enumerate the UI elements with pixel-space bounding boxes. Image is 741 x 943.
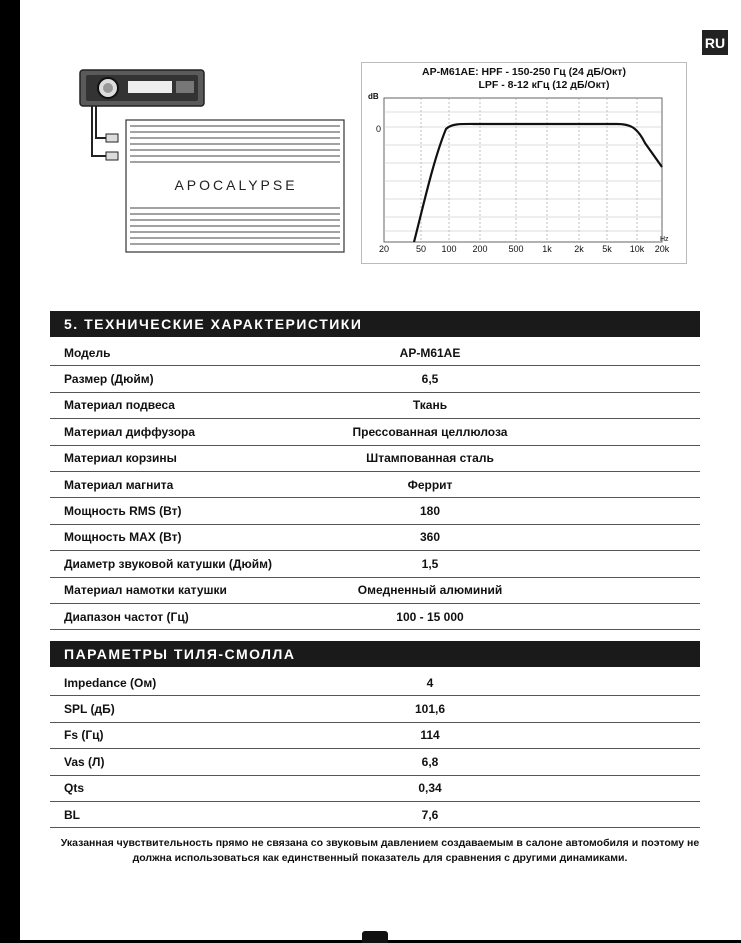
row-label: Мощность RMS (Вт) bbox=[64, 504, 182, 519]
row-label: Материал подвеса bbox=[64, 398, 175, 413]
x-tick-label: 5k bbox=[602, 244, 612, 254]
table-row bbox=[50, 696, 700, 722]
table-row bbox=[50, 472, 700, 498]
table-row bbox=[50, 670, 700, 696]
row-label: Диапазон частот (Гц) bbox=[64, 609, 189, 624]
table-row bbox=[50, 340, 700, 366]
frequency-response-graph bbox=[361, 62, 687, 264]
row-label: Размер (Дюйм) bbox=[64, 372, 154, 387]
table-row bbox=[50, 723, 700, 749]
x-tick-label: 200 bbox=[472, 244, 488, 254]
x-tick-label: 1k bbox=[542, 244, 552, 254]
footnote: Указанная чувствительность прямо не связана со звуковым давлением создаваемым в салоне автомобиля и поэтому не должна использоваться как единственный показатель для сравнения с другими динамиками. bbox=[60, 837, 700, 864]
x-tick-label: 2k bbox=[574, 244, 584, 254]
row-value: 4 bbox=[426, 675, 434, 690]
y-zero-label: 0 bbox=[376, 124, 382, 134]
row-value: 114 bbox=[420, 728, 440, 743]
row-label: Материал магнита bbox=[64, 477, 174, 492]
row-value: AP-M61AE bbox=[399, 345, 461, 360]
x-tick-label: 20 bbox=[378, 244, 390, 254]
row-label: Материал диффузора bbox=[64, 424, 196, 439]
x-tick-label: 10k bbox=[629, 244, 645, 254]
table-row bbox=[50, 776, 700, 802]
response-curve bbox=[414, 124, 662, 242]
specs-heading: 5. ТЕХНИЧЕСКИЕ ХАРАКТЕРИСТИКИ bbox=[50, 311, 700, 337]
x-tick-label: 20k bbox=[654, 244, 670, 254]
row-value: Прессованная целлюлоза bbox=[352, 424, 508, 439]
row-value: 0,34 bbox=[418, 781, 442, 796]
row-value: Феррит bbox=[407, 477, 453, 492]
table-row bbox=[50, 604, 700, 630]
table-row bbox=[50, 802, 700, 828]
table-row bbox=[50, 393, 700, 419]
page-number-tab bbox=[362, 931, 388, 943]
row-label: Диаметр звуковой катушки (Дюйм) bbox=[64, 556, 272, 571]
row-value: 100 - 15 000 bbox=[396, 609, 464, 624]
row-value: Штампованная сталь bbox=[366, 451, 494, 466]
row-label: Vas (Л) bbox=[64, 754, 105, 769]
table-row bbox=[50, 749, 700, 775]
ts-table bbox=[50, 670, 700, 828]
graph-title-line2: LPF - 8-12 кГц (12 дБ/Окт) bbox=[478, 79, 610, 91]
row-value: 7,6 bbox=[421, 807, 439, 822]
row-label: Qts bbox=[64, 781, 85, 796]
table-row bbox=[50, 551, 700, 577]
graph-plot bbox=[362, 63, 686, 263]
row-label: Материал корзины bbox=[64, 451, 177, 466]
row-value: Ткань bbox=[412, 398, 448, 413]
x-tick-label: 100 bbox=[441, 244, 457, 254]
x-unit-label: Hz bbox=[660, 236, 669, 243]
ts-heading: ПАРАМЕТРЫ ТИЛЯ-СМОЛЛА bbox=[50, 641, 700, 667]
table-row bbox=[50, 498, 700, 524]
row-label: SPL (дБ) bbox=[64, 702, 115, 717]
row-value: 6,5 bbox=[421, 372, 439, 387]
row-value: 101,6 bbox=[414, 702, 446, 717]
row-value: 1,5 bbox=[421, 556, 439, 571]
table-row bbox=[50, 446, 700, 472]
x-tick-label: 50 bbox=[415, 244, 427, 254]
specs-table bbox=[50, 340, 700, 630]
row-label: Модель bbox=[64, 345, 111, 360]
row-label: Материал намотки катушки bbox=[64, 583, 227, 598]
row-value: 6,8 bbox=[421, 754, 439, 769]
amp-brand: APOCALYPSE bbox=[174, 177, 298, 193]
row-label: Impedance (Ом) bbox=[64, 675, 157, 690]
table-row bbox=[50, 525, 700, 551]
y-unit-label: dB bbox=[368, 92, 379, 101]
graph-title-line1: AP-M61AE: HPF - 150-250 Гц (24 дБ/Окт) bbox=[422, 66, 626, 78]
table-row bbox=[50, 578, 700, 604]
row-value: 360 bbox=[419, 530, 441, 545]
row-value: Омедненный алюминий bbox=[357, 583, 503, 598]
row-value: 180 bbox=[419, 504, 441, 519]
table-row bbox=[50, 366, 700, 392]
table-row bbox=[50, 419, 700, 445]
x-tick-label: 500 bbox=[508, 244, 524, 254]
row-label: BL bbox=[64, 807, 80, 822]
row-label: Мощность MAX (Вт) bbox=[64, 530, 182, 545]
amplifier-illustration bbox=[78, 68, 348, 258]
language-badge: RU bbox=[702, 30, 728, 55]
row-label: Fs (Гц) bbox=[64, 728, 104, 743]
